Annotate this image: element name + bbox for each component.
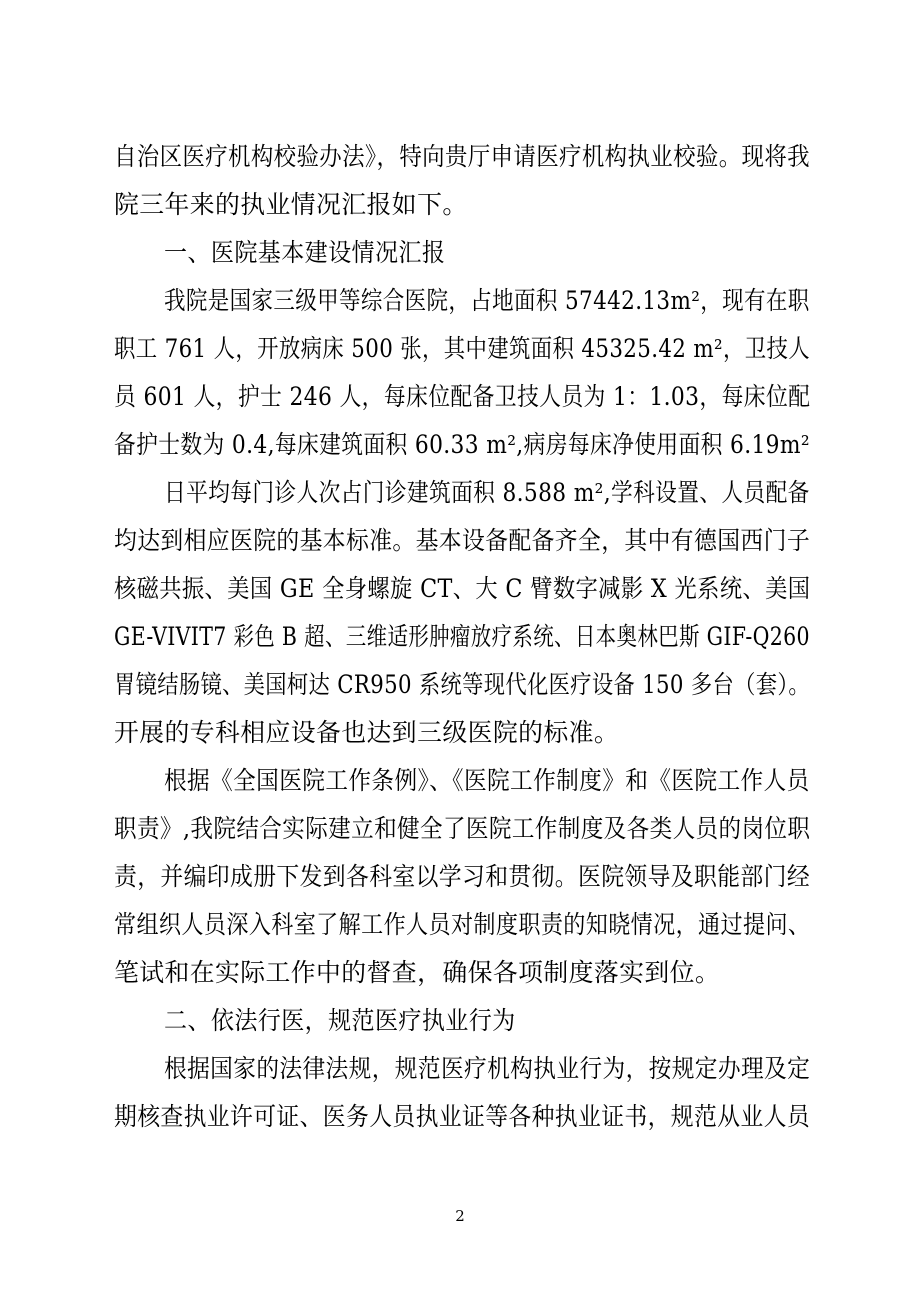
text-line: 核磁共振、美国 GE 全身螺旋 CT、大 C 臂数字减影 X 光系统、美国 xyxy=(114,574,811,603)
text-line: 常组织人员深入科室了解工作人员对制度职责的知晓情况，通过提问、 xyxy=(114,910,811,939)
text-line: 笔试和在实际工作中的督查，确保各项制度落实到位。 xyxy=(114,958,721,987)
text-line: 胃镜结肠镜、美国柯达 CR950 系统等现代化医疗设备 150 多台（套）。 xyxy=(114,670,810,699)
text-line: 自治区医疗机构校验办法》，特向贵厅申请医疗机构执业校验。现将我 xyxy=(114,142,810,171)
section-heading: 二、依法行医，规范医疗执业行为 xyxy=(164,1006,516,1035)
text-line: 根据国家的法律法规，规范医疗机构执业行为，按规定办理及定 xyxy=(164,1054,811,1083)
text-line: 院三年来的执业情况汇报如下。 xyxy=(114,190,468,219)
page-number: 2 xyxy=(455,1207,465,1225)
text-line: 我院是国家三级甲等综合医院，占地面积 57442.13m²，现有在职 xyxy=(164,286,810,315)
text-line: 期核查执业许可证、医务人员执业证等各种执业证书，规范从业人员 xyxy=(114,1102,811,1131)
section-heading: 一、医院基本建设情况汇报 xyxy=(164,238,446,267)
text-line: 员 601 人，护士 246 人，每床位配备卫技人员为 1：1.03，每床位配 xyxy=(114,382,811,411)
text-line: 备护士数为 0.4,每床建筑面积 60.33 m²,病房每床净使用面积 6.19m² xyxy=(114,430,810,459)
text-line: 职工 761 人，开放病床 500 张，其中建筑面积 45325.42 m²，卫技人 xyxy=(114,334,810,363)
text-line: 日平均每门诊人次占门诊建筑面积 8.588 m²,学科设置、人员配备 xyxy=(164,478,810,507)
text-line: 责，并编印成册下发到各科室以学习和贯彻。医院领导及职能部门经 xyxy=(114,862,811,891)
text-line: 根据《全国医院工作条例》、《医院工作制度》和《医院工作人员 xyxy=(164,766,810,795)
text-line: 职责》,我院结合实际建立和健全了医院工作制度及各类人员的岗位职 xyxy=(114,814,811,843)
text-line: 开展的专科相应设备也达到三级医院的标准。 xyxy=(114,718,620,747)
text-line: 均达到相应医院的基本标准。基本设备配备齐全，其中有德国西门子 xyxy=(114,526,811,555)
text-line: GE-VIVIT7 彩色 B 超、三维适形肿瘤放疗系统、日本奥林巴斯 GIF-Q260 xyxy=(114,622,810,651)
